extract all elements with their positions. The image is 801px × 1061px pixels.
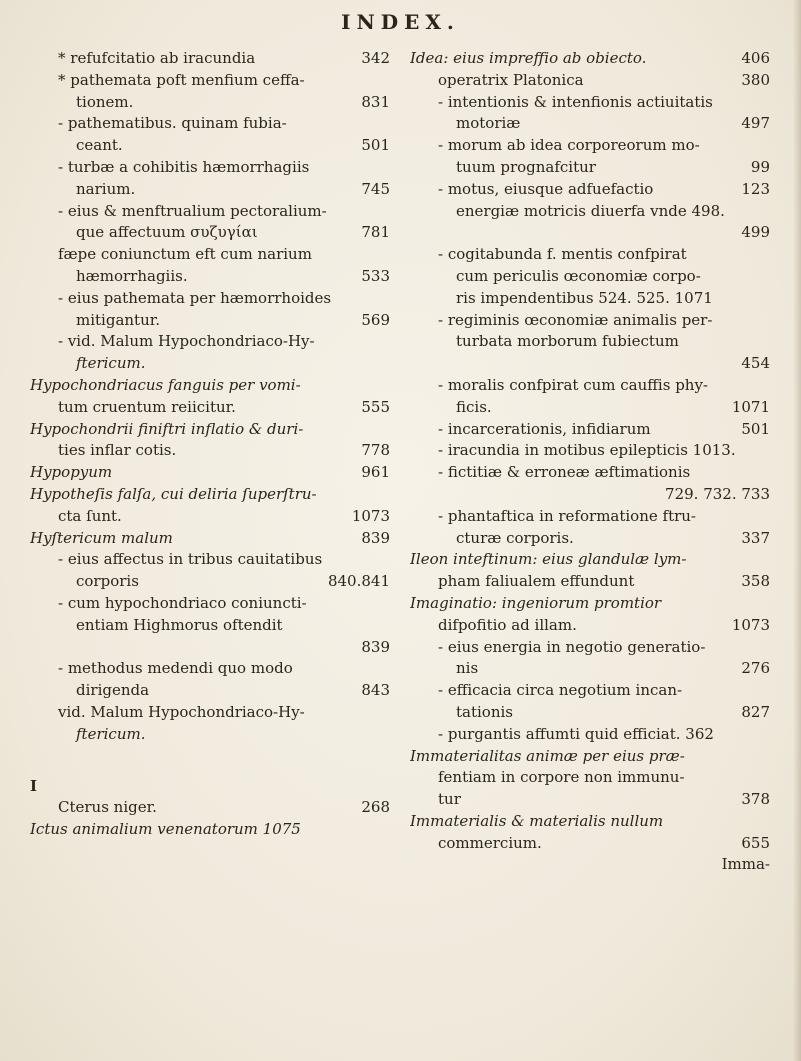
index-entry [30,375,390,397]
index-entry [30,48,390,70]
index-entry [410,331,770,353]
index-entry [410,637,770,659]
index-entry [410,833,770,855]
index-entry [30,157,390,179]
index-entry [410,746,770,768]
entry-text: tionem. [76,92,134,111]
entry-text: - eius affectus in tribus cauitatibus [58,550,323,569]
entry-page-number: 831 [361,92,390,111]
entry-text: - pathematibus. quinam fubia- [58,114,287,133]
index-entry [30,484,390,506]
entry-text: - eius & menftrualium pectoralium- [58,201,327,220]
entry-text: Ictus animalium venenatorum 1075 [30,820,301,839]
entry-text: ftericum. [76,724,146,743]
entry-page-number: 123 [741,179,770,198]
entry-text: Hyſtericum malum [30,528,173,547]
index-entry [30,310,390,332]
entry-text: ftericum. [76,354,146,373]
index-entry [410,680,770,702]
index-entry [30,201,390,223]
entry-page-number: 839 [361,637,390,656]
entry-text: - efficacia circa negotium incan- [438,681,683,700]
entry-text: ris impendentibus 524. 525. 1071 [456,288,713,307]
entry-page-number: 406 [741,49,770,67]
entry-text: entiam Highmorus oftendit [76,615,283,634]
entry-text: commercium. [438,833,542,852]
index-entry [30,680,390,702]
entry-text: tur [438,790,461,809]
index-entry [410,92,770,114]
entry-text: - fictitiæ & erroneæ æftimationis [438,463,691,482]
entry-page-number: 99 [750,157,770,176]
index-entry [410,724,770,746]
entry-text: - incarcerationis, infidiarum [438,419,651,438]
entry-text: - moralis confpirat cum cauffis phy- [438,375,708,394]
entry-text: - regiminis œconomiæ animalis per- [438,310,713,329]
index-entry [30,702,390,724]
index-entry [410,506,770,528]
entry-text: mitigantur. [76,310,161,329]
index-entry [410,854,770,876]
entry-text: * refufcitatio ab iracundia [58,49,256,67]
entry-text: motoriæ [456,114,521,133]
entry-page-number: 497 [741,114,770,133]
entry-page-number: 961 [361,463,390,482]
entry-text: - phantaftica in reformatione ftru- [438,506,696,525]
index-entry [30,353,390,375]
entry-page-number: Imma- [721,855,770,874]
entry-text: cum periculis œconomiæ corpo- [456,266,701,285]
entry-text: Imaginatio: ingeniorum promtior [410,593,662,612]
entry-text: - eius energia in negotio generatio- [438,637,706,656]
index-entry [30,288,390,310]
entry-text: fæpe coniunctum eft cum narium [58,245,312,264]
index-entry [410,462,770,484]
entry-page-number: 501 [361,136,390,155]
index-entry [410,440,770,462]
page-header: INDEX. [341,10,460,34]
index-entry [410,811,770,833]
entry-text: Hypotheſis falſa, cui deliria ſuperſtru- [30,484,317,503]
index-entry [30,658,390,680]
index-entry [30,244,390,266]
index-entry [410,310,770,332]
entry-text: cta ſunt. [58,506,122,525]
entry-page-number: 276 [741,659,770,678]
index-entry [30,113,390,135]
entry-text: tum cruentum reiicitur. [58,397,236,416]
index-entry [410,593,770,615]
index-entry [30,135,390,157]
entry-text: Immaterialitas animæ per eius præ- [410,746,685,765]
entry-text: tuum prognafcitur [456,157,596,176]
entry-page-number: 569 [361,310,390,329]
entry-page-number: 337 [741,528,770,547]
index-entry [410,353,770,375]
entry-text: ceant. [76,136,123,155]
entry-page-number: 380 [741,70,770,89]
index-entry [410,288,770,310]
entry-text: - cum hypochondriaco coniuncti- [58,593,307,612]
entry-text: vid. Malum Hypochondriaco-Hy- [58,702,305,721]
entry-page-number: 729. 732. 733 [665,484,770,503]
index-entry [410,571,770,593]
index-entry [410,222,770,244]
index-entry [30,506,390,528]
entry-text: narium. [76,179,136,198]
index-entry [410,201,770,223]
index-entry [410,658,770,680]
entry-text: tationis [456,702,513,721]
entry-text: ficis. [456,397,492,416]
index-entry [410,179,770,201]
entry-text: difpofitio ad illam. [438,615,577,634]
index-entry [30,179,390,201]
index-entry [30,593,390,615]
entry-text: - purgantis affumti quid efficiat. 362 [438,724,714,743]
index-entry [30,819,390,841]
index-entry [410,767,770,789]
index-entry [30,331,390,353]
entry-text: energiæ motricis diuerfa vnde 498. [456,201,725,220]
index-entry [410,48,770,70]
page-edge-shadow [793,0,801,1061]
index-entry [410,397,770,419]
index-entry [30,397,390,419]
entry-text: que affectuum συζυγίαι [76,223,258,242]
entry-page-number: 1073 [731,615,770,634]
entry-text: - eius pathemata per hæmorrhoides [58,288,332,307]
index-column-left [30,48,390,841]
index-entry [410,70,770,92]
entry-page-number: 358 [741,572,770,591]
index-entry [30,462,390,484]
entry-page-number: 454 [741,354,770,373]
entry-text: hæmorrhagiis. [76,266,188,285]
index-entry [30,419,390,441]
entry-page-number: 655 [741,833,770,852]
entry-page-number: 843 [361,681,390,700]
index-entry [410,789,770,811]
index-entry [410,266,770,288]
entry-text: Immaterialis & materialis nullum [410,811,664,830]
entry-page-number: 555 [361,397,390,416]
entry-text: - morum ab idea corporeorum mo- [438,136,700,155]
entry-text: dirigenda [76,681,150,700]
entry-page-number: 839 [361,528,390,547]
index-entry [30,528,390,550]
entry-page-number: 827 [741,702,770,721]
entry-text: - cogitabunda f. mentis confpirat [438,245,687,264]
index-entry [410,113,770,135]
entry-page-number: 781 [361,223,390,242]
index-entry [30,266,390,288]
entry-text: corporis [76,572,139,591]
index-entry [410,528,770,550]
entry-text: Cterus niger. [58,798,157,817]
index-entry [30,549,390,571]
index-entry [410,419,770,441]
entry-text: pham faliualem effundunt [438,572,635,591]
entry-text: cturæ corporis. [456,528,574,547]
index-entry [410,244,770,266]
index-entry [30,724,390,746]
entry-page-number: 1071 [731,397,770,416]
entry-text: Ileon inteftinum: eius glandulæ lym- [410,550,687,569]
index-entry [30,746,390,776]
entry-text: - intentionis & intenfionis actiuitatis [438,92,713,111]
entry-text: Hypochondrii finiftri inflatio & duri- [30,419,304,438]
index-entry [410,702,770,724]
entry-text: - methodus medendi quo modo [58,659,293,678]
index-entry [30,222,390,244]
entry-page-number: 501 [741,419,770,438]
entry-text: - turbæ a cohibitis hæmorrhagiis [58,157,310,176]
index-entry [30,615,390,637]
entry-text: nis [456,659,479,678]
index-entry [30,70,390,92]
entry-text: turbata morborum fubiectum [456,332,679,351]
index-entry [410,549,770,571]
index-entry [30,571,390,593]
entry-text: fentiam in corpore non immunu- [438,768,685,787]
index-column-right [410,48,770,876]
entry-text: ties inflar cotis. [58,441,177,460]
index-entry [410,375,770,397]
entry-page-number: 378 [741,790,770,809]
index-entry [30,637,390,659]
index-entry [410,615,770,637]
index-entry [410,157,770,179]
entry-page-number: 745 [361,179,390,198]
entry-text: - motus, eiusque adfuefactio [438,179,654,198]
entry-page-number: 342 [361,49,390,67]
entry-page-number: 1073 [351,506,390,525]
entry-text: Hypochondriacus fanguis per vomi- [30,375,301,394]
entry-page-number: 268 [361,798,390,817]
index-entry [30,797,390,819]
entry-text: * pathemata poft menfium ceffa- [58,70,305,89]
index-entry [30,776,390,798]
entry-text: - vid. Malum Hypochondriaco-Hy- [58,332,315,351]
entry-page-number: 840.841 [327,572,390,591]
entry-text: operatrix Platonica [438,70,584,89]
entry-page-number: 499 [741,223,770,242]
index-entry [30,440,390,462]
entry-text: I [30,776,38,795]
index-entry [30,92,390,114]
entry-text: - iracundia in motibus epilepticis 1013. [438,441,736,460]
index-entry [410,484,770,506]
entry-text: Idea: eius impreffio ab obiecto. [410,49,647,67]
entry-page-number: 778 [361,441,390,460]
entry-page-number: 533 [361,266,390,285]
entry-text: Hypopyum [30,463,113,482]
index-entry [410,135,770,157]
